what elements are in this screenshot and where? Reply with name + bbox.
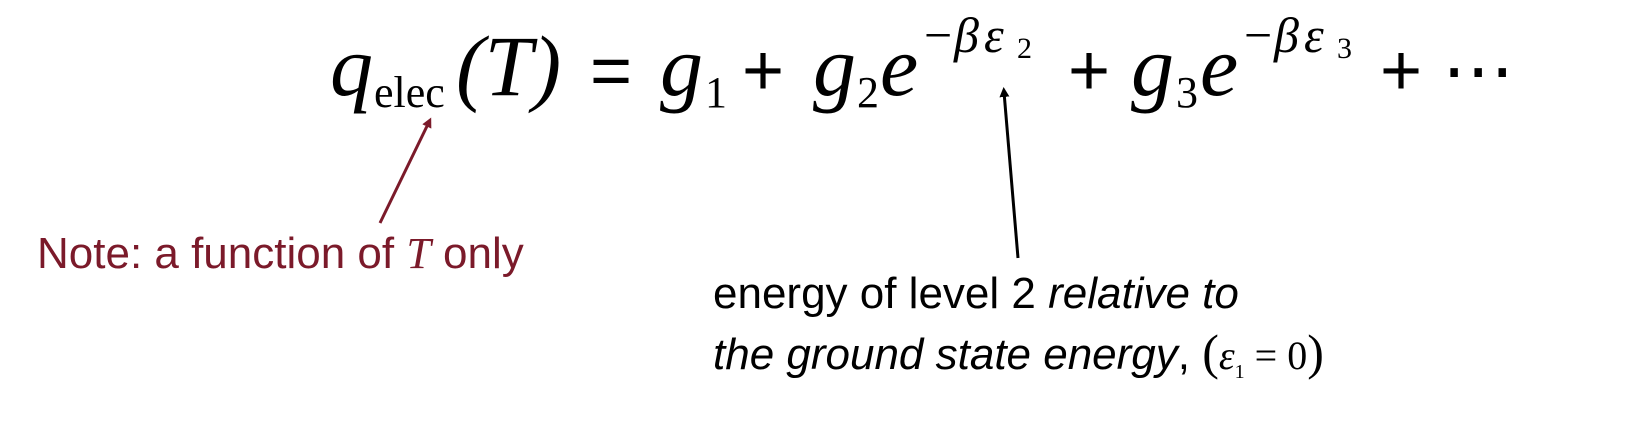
g2-symbol: g (813, 18, 856, 114)
note-variable: T (406, 229, 431, 278)
energy-line2-italic: the ground state energy (713, 330, 1178, 379)
g3-subscript: 3 (1176, 68, 1198, 117)
energy-annotation (713, 265, 1324, 401)
g1-symbol: g (660, 18, 703, 114)
exp-base-3: e (1200, 18, 1239, 114)
equals-sign: = (590, 31, 633, 111)
lhs-argument: (T) (456, 18, 562, 114)
energy-line1-italic: relative to (1048, 269, 1239, 318)
exp2-epsilon: ε (984, 7, 1004, 63)
ground-equals-zero: = 0 (1244, 333, 1308, 378)
exp3-minus: − (1244, 7, 1273, 63)
exp-base-2: e (880, 18, 919, 114)
ellipsis-term: + ⋯ (1380, 31, 1515, 111)
ground-subscript: 1 (1234, 361, 1245, 383)
energy-line1-plain: energy of level 2 (713, 269, 1049, 318)
open-paren: ( (1202, 324, 1219, 380)
g2-subscript: 2 (857, 68, 879, 117)
exp3-beta: β (1274, 7, 1299, 63)
exp2-subscript: 2 (1017, 32, 1032, 65)
note-prefix: Note: a function of (37, 229, 407, 278)
lhs-subscript: elec (374, 68, 445, 117)
energy-arrow (1004, 92, 1018, 258)
g3-symbol: g (1131, 18, 1174, 114)
note-annotation (37, 228, 524, 280)
energy-line-1 (713, 265, 1324, 323)
exp2-beta: β (954, 7, 979, 63)
exp3-epsilon: ε (1304, 7, 1324, 63)
energy-line2-comma: , (1177, 330, 1203, 379)
note-suffix: only (430, 229, 524, 278)
exp3-subscript: 3 (1337, 32, 1352, 65)
ground-state-condition (1202, 324, 1324, 383)
partition-function-equation (330, 7, 1514, 117)
close-paren: ) (1307, 324, 1324, 380)
plus-sign-2: + (1068, 31, 1111, 111)
energy-line-2 (713, 323, 1324, 401)
plus-sign-1: + (742, 31, 785, 111)
note-arrow (380, 122, 429, 223)
exp2-minus: − (924, 7, 953, 63)
ground-epsilon: ε (1218, 333, 1235, 378)
g1-subscript: 1 (705, 68, 727, 117)
lhs-symbol: q (330, 18, 373, 114)
